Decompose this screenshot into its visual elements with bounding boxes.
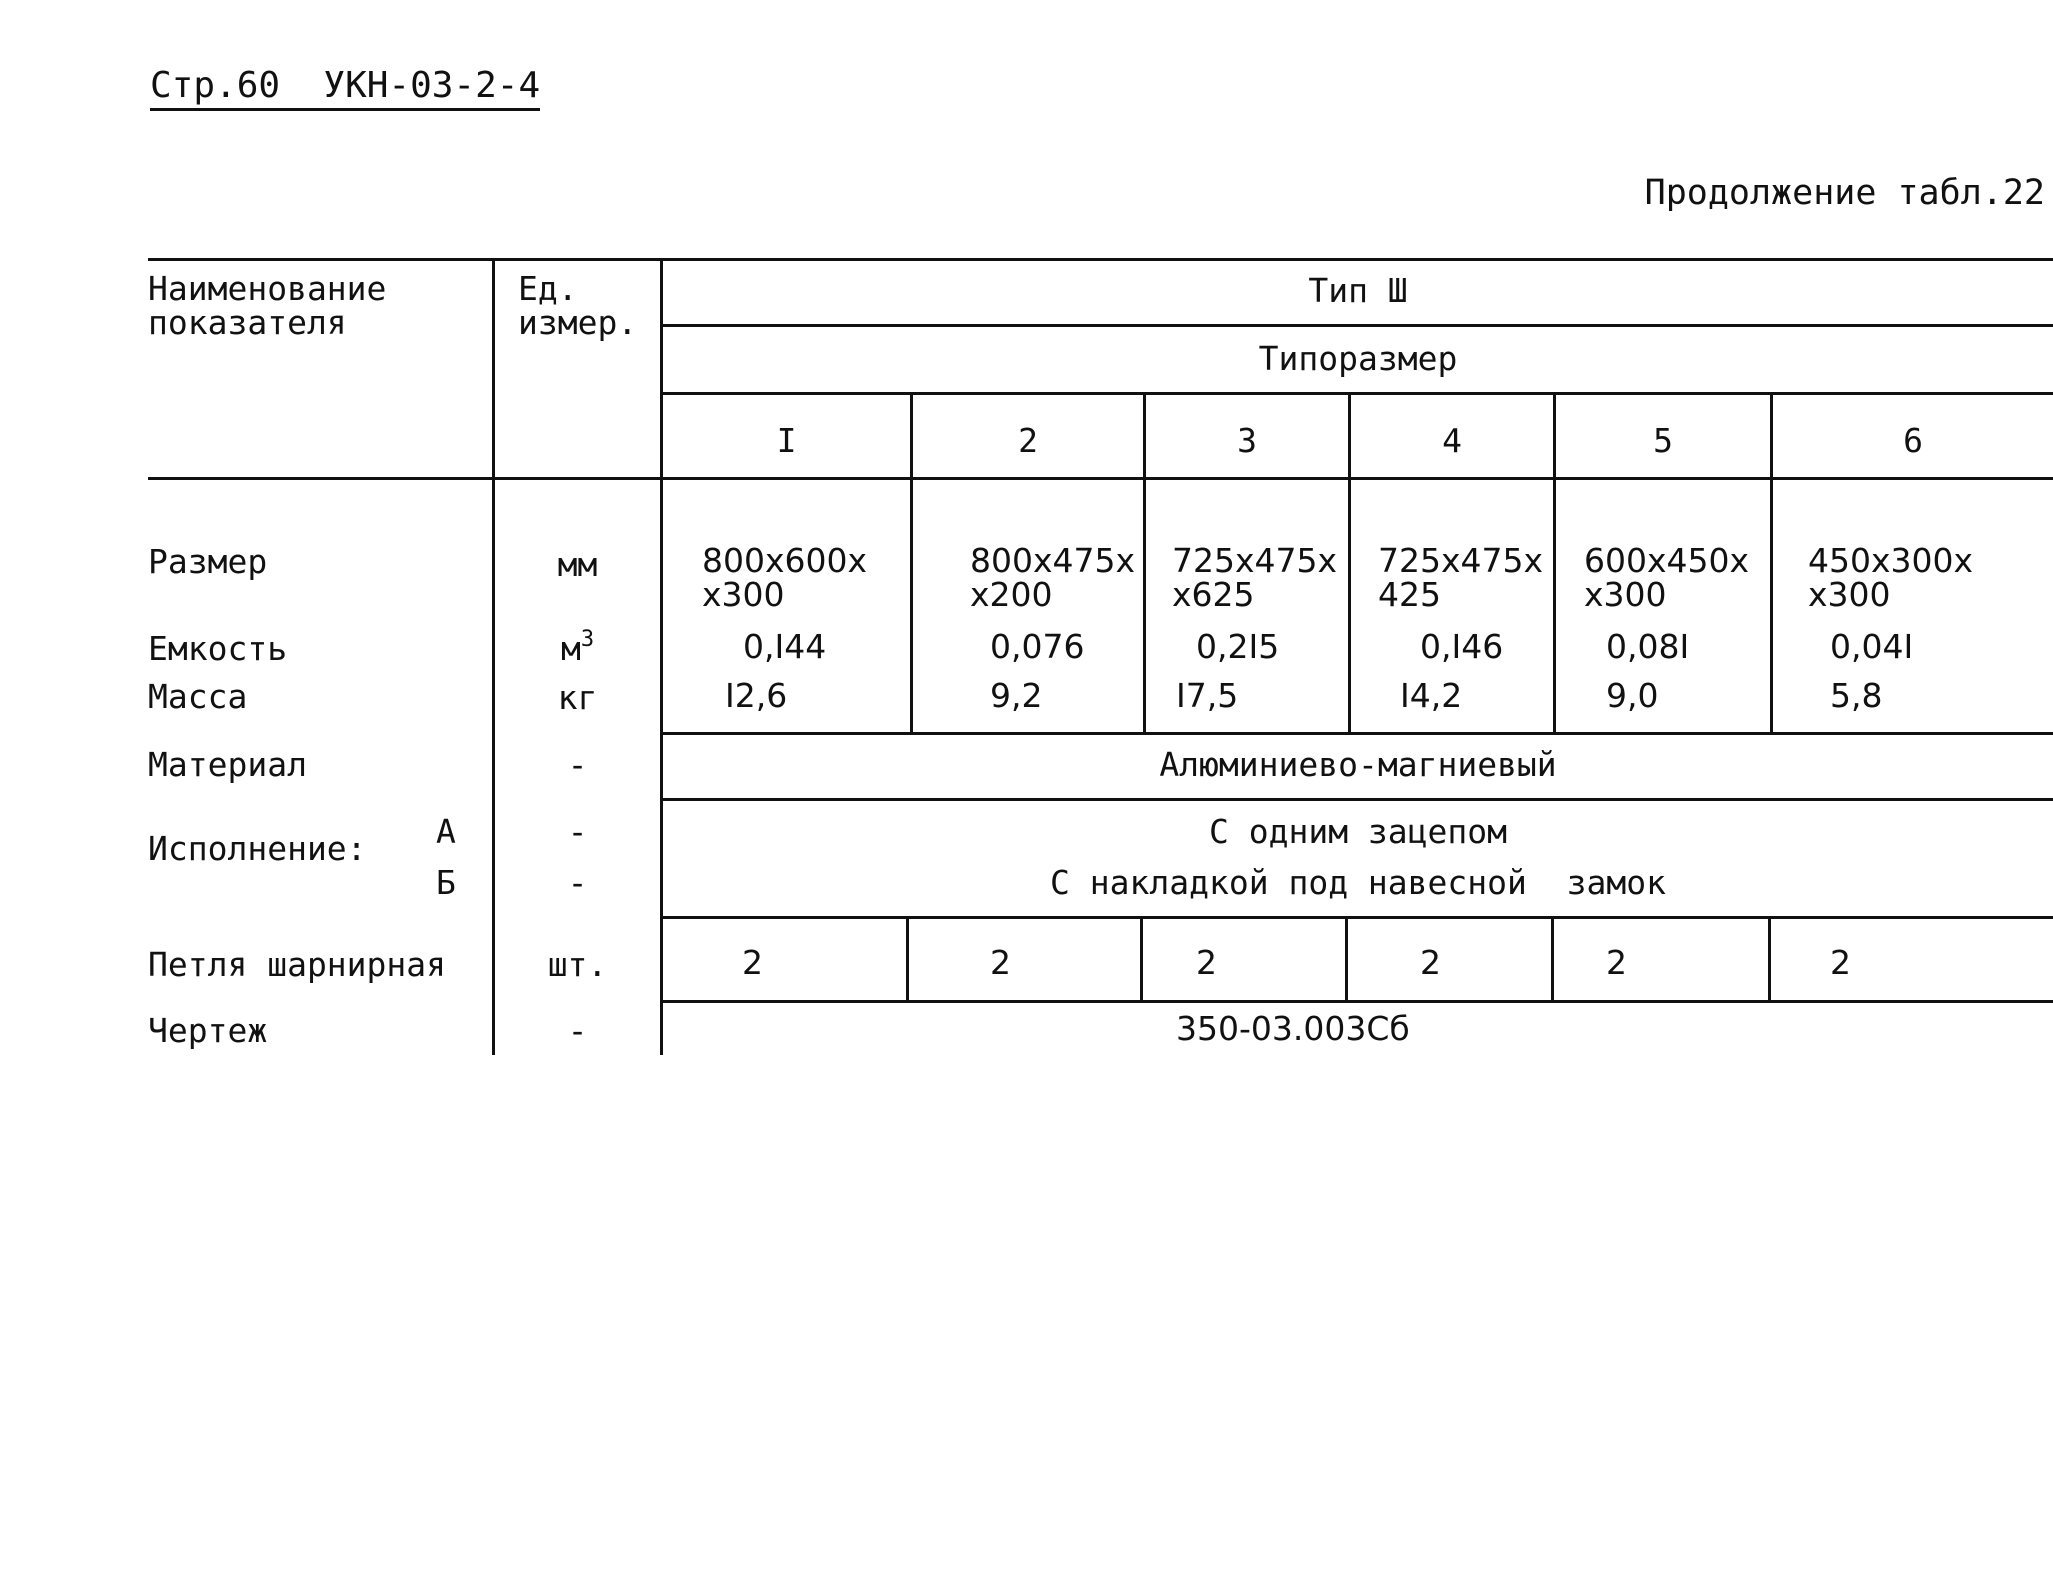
cell-variant-b: С накладкой под навесной замок <box>1050 863 1666 902</box>
header-size-group: Типоразмер <box>1258 339 1458 378</box>
cell-razmer-3: 725x475x x625 <box>1172 541 1338 614</box>
row-label-razmer: Размер <box>148 542 268 581</box>
cell-petlya-6: 2 <box>1830 943 1851 982</box>
cell-massa-3: I7,5 <box>1176 676 1239 715</box>
unit-emkost-base: м <box>560 629 581 668</box>
cell-petlya-4: 2 <box>1420 943 1441 982</box>
header-unit: Ед. измер. <box>518 269 638 342</box>
unit-variant-b: - <box>567 863 588 902</box>
table-continuation-label: Продолжение табл.22 <box>1644 173 2045 213</box>
variant-letter-a: А <box>436 812 456 851</box>
header-size-1: I <box>776 421 797 460</box>
unit-material: - <box>567 745 588 784</box>
cell-massa-4: I4,2 <box>1400 676 1463 715</box>
cell-emkost-4: 0,I46 <box>1420 627 1504 666</box>
header-size-2: 2 <box>1018 421 1038 460</box>
cell-variant-a: С одним зацепом <box>1208 812 1507 851</box>
header-indicator-name: Наименование показателя <box>148 269 387 342</box>
row-label-material: Материал <box>148 745 307 784</box>
header-size-6: 6 <box>1903 421 1923 460</box>
cell-petlya-1: 2 <box>742 943 763 982</box>
header-size-5: 5 <box>1653 421 1673 460</box>
cell-emkost-3: 0,2I5 <box>1196 627 1280 666</box>
row-label-petlya: Петля шарнирная <box>148 945 447 984</box>
unit-chertezh: - <box>567 1011 588 1050</box>
unit-massa: кг <box>557 678 598 717</box>
cell-emkost-1: 0,I44 <box>743 627 827 666</box>
cell-emkost-2: 0,076 <box>990 627 1085 666</box>
unit-petlya: шт. <box>547 945 608 984</box>
cell-razmer-6: 450x300x x300 <box>1808 541 1974 614</box>
unit-emkost <box>495 627 660 668</box>
cell-petlya-5: 2 <box>1606 943 1627 982</box>
unit-emkost-exponent: 3 <box>580 627 595 652</box>
row-label-ispolnenie: Исполнение: <box>148 829 367 868</box>
row-label-emkost: Емкость <box>148 629 288 668</box>
unit-razmer: мм <box>557 545 598 584</box>
cell-emkost-6: 0,04I <box>1830 627 1914 666</box>
cell-massa-1: I2,6 <box>725 676 788 715</box>
header-size-4: 4 <box>1442 421 1462 460</box>
cell-petlya-2: 2 <box>990 943 1011 982</box>
page-reference: Стр.60 УКН-03-2-4 <box>150 68 540 111</box>
row-label-chertezh: Чертеж <box>148 1011 268 1050</box>
header-type: Тип Ш <box>1308 271 1408 310</box>
header-size-3: 3 <box>1237 421 1257 460</box>
cell-material: Алюминиево-магниевый <box>1159 745 1557 784</box>
unit-variant-a: - <box>567 812 588 851</box>
cell-massa-6: 5,8 <box>1830 676 1883 715</box>
cell-petlya-3: 2 <box>1196 943 1217 982</box>
cell-chertezh: 350-03.003Сб <box>1176 1009 1410 1048</box>
variant-letter-b: Б <box>436 863 456 902</box>
cell-razmer-2: 800x475x x200 <box>970 541 1136 614</box>
cell-razmer-4: 725x475x 425 <box>1378 541 1544 614</box>
cell-emkost-5: 0,08I <box>1606 627 1690 666</box>
cell-massa-5: 9,0 <box>1606 676 1659 715</box>
cell-razmer-5: 600x450x x300 <box>1584 541 1750 614</box>
cell-razmer-1: 800x600x x300 <box>702 541 868 614</box>
row-label-massa: Масса <box>148 677 248 716</box>
cell-massa-2: 9,2 <box>990 676 1043 715</box>
